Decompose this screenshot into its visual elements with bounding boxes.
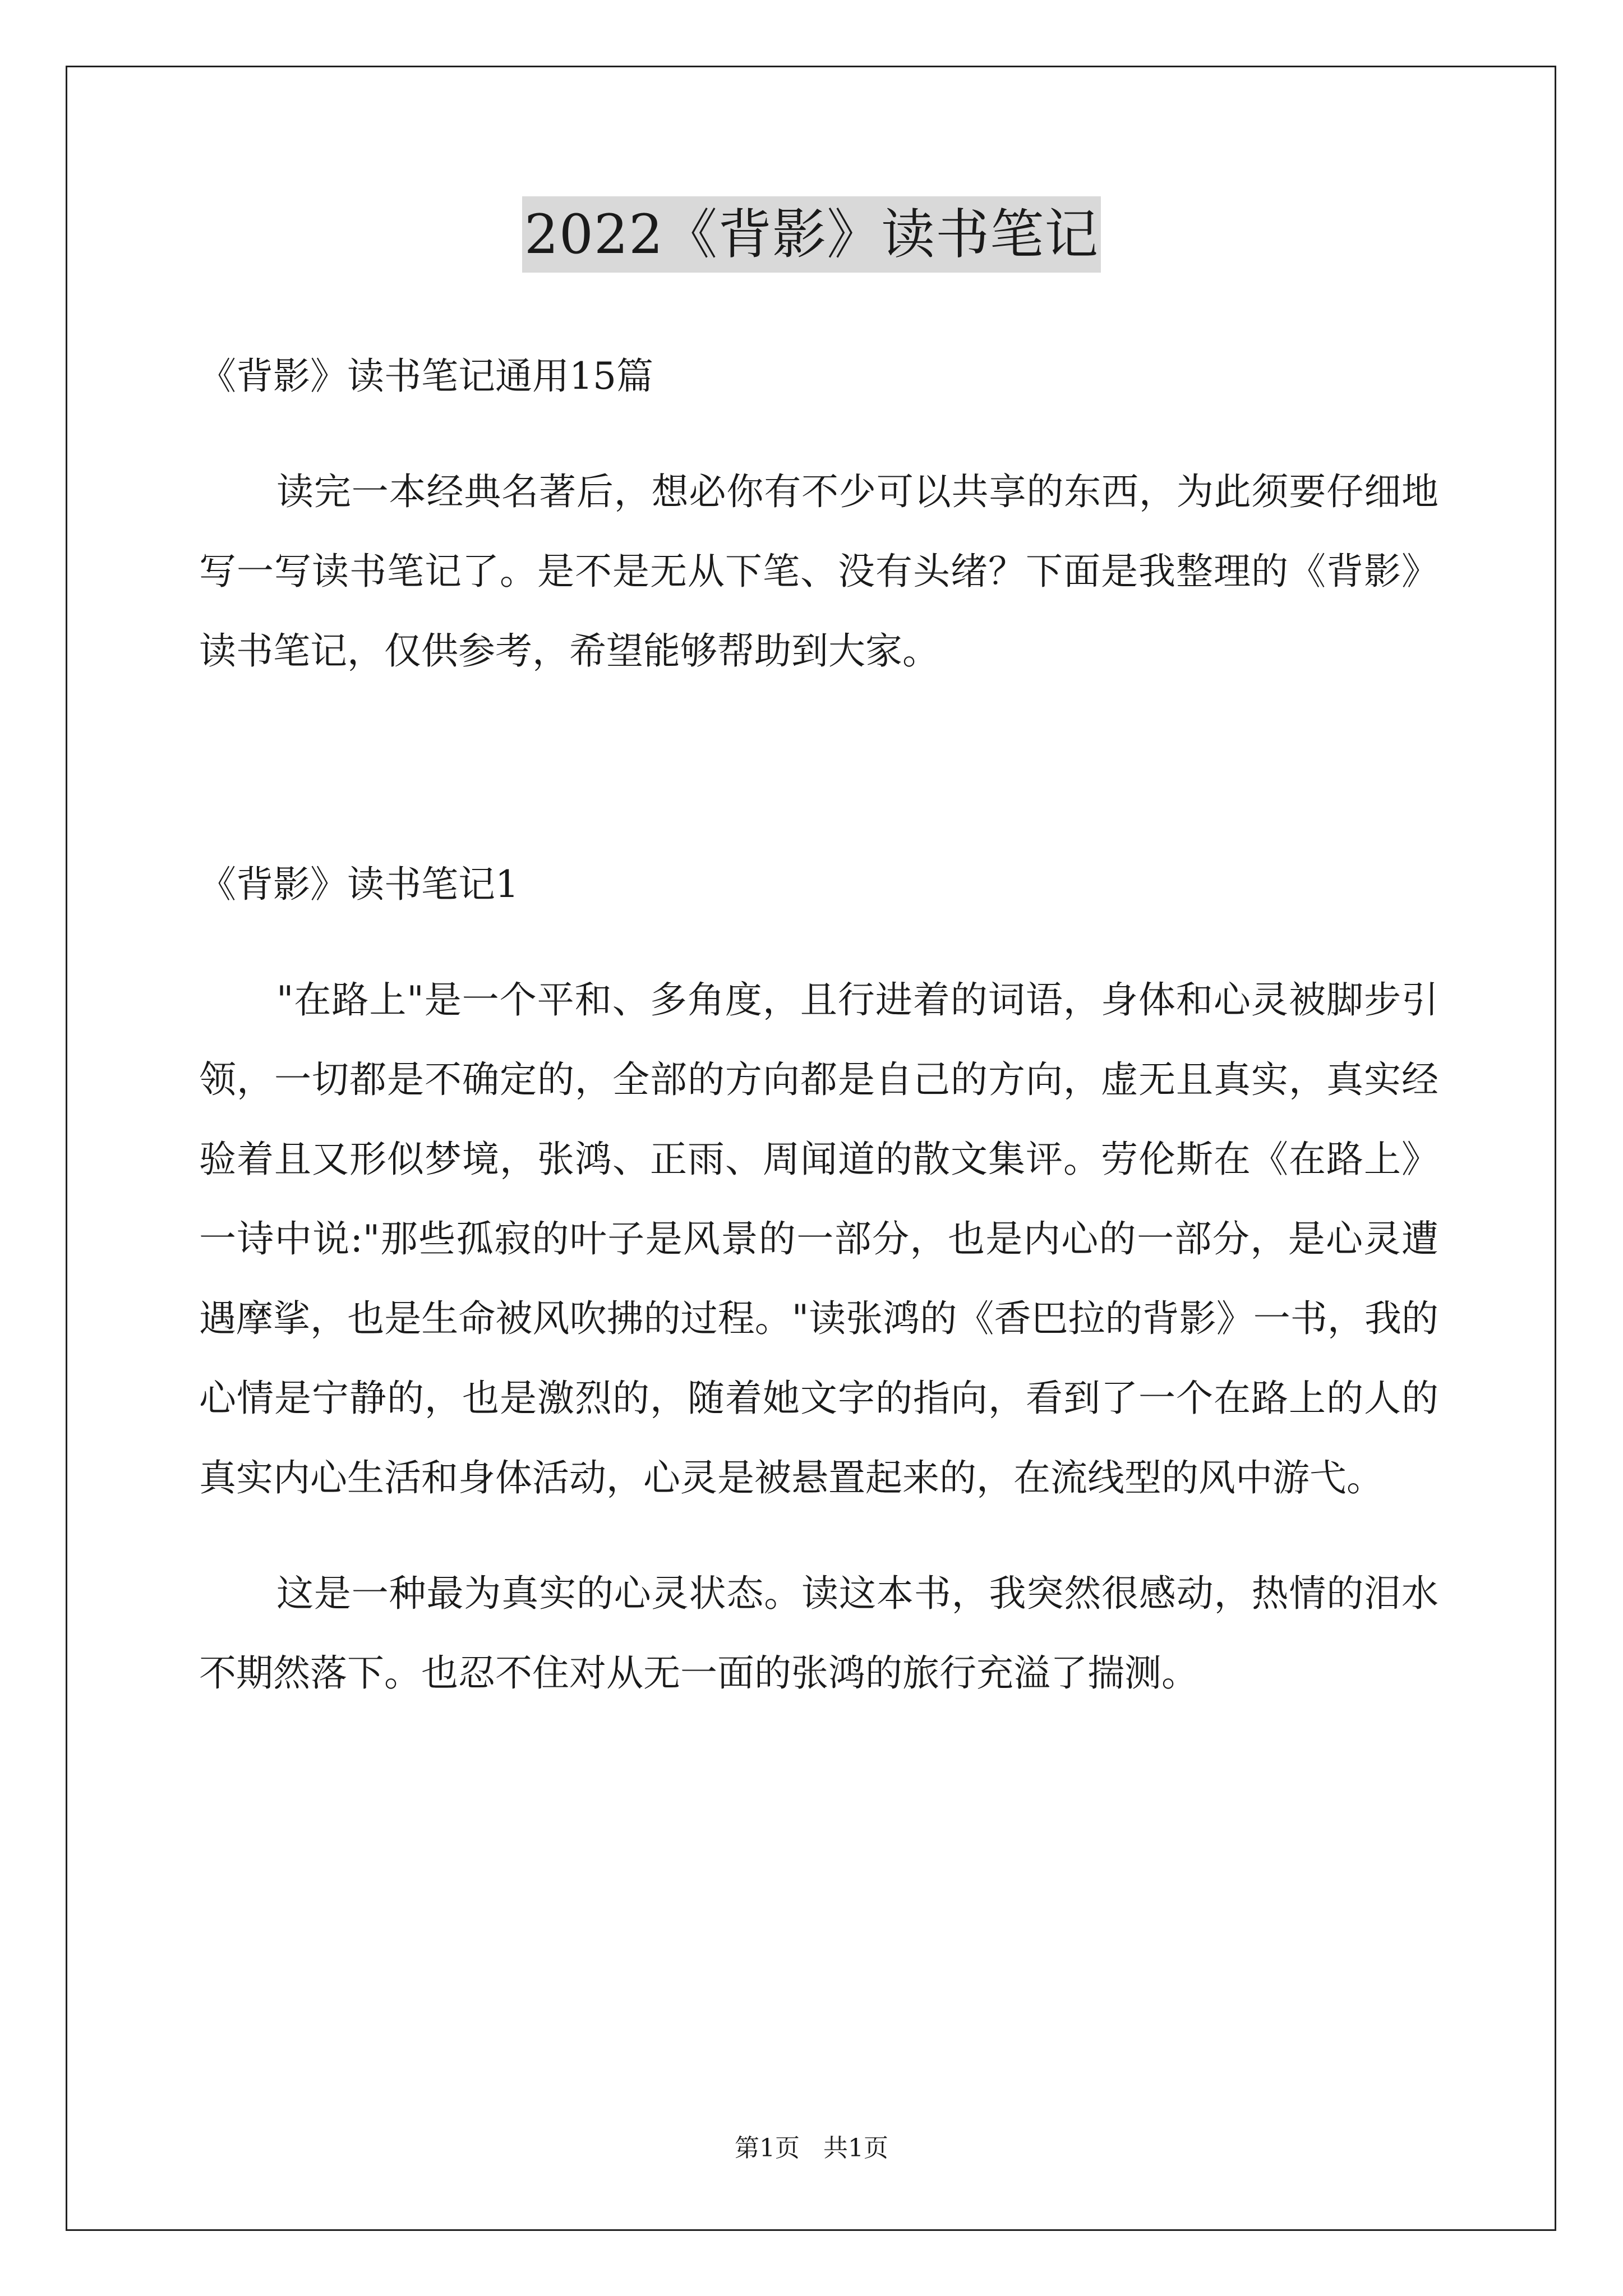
section-heading: 《背影》读书笔记1	[199, 863, 519, 906]
page-footer: 第1页 共1页	[735, 2134, 888, 2162]
body-paragraph-2: 这是一种最为真实的心灵状态。读这本书，我突然很感动，热情的泪水不期然落下。也忍不住对从无一面的张鸿的旅行充溢了揣测。	[199, 1572, 1438, 1695]
document-subtitle: 《背影》读书笔记通用15篇	[199, 355, 653, 398]
title-wrapper	[0, 196, 1623, 273]
document-title: 2022《背影》读书笔记	[522, 196, 1101, 273]
body-paragraph-1: "在路上"是一个平和、多角度，且行进着的词语，身体和心灵被脚步引领，一切都是不确定的，全部的方向都是自己的方向，虚无且真实，真实经验着且又形似梦境，张鸿、正雨、周闻道的散文集评。劳伦斯在《在路上》一诗中说:"那些孤寂的叶子是风景的一部分，也是内心的一部分，是心灵遭遇摩挲，也是生命被风吹拂的过程。"读张鸿的《香巴拉的背影》一书，我的心情是宁静的，也是激烈的，随着她文字的指向，看到了一个在路上的人的真实内心生活和身体活动，心灵是被悬置起来的，在流线型的风中游弋。	[199, 978, 1438, 1499]
intro-paragraph: 读完一本经典名著后，想必你有不少可以共享的东西，为此须要仔细地写一写读书笔记了。是不是无从下笔、没有头绪？下面是我整理的《背影》读书笔记，仅供参考，希望能够帮助到大家。	[199, 470, 1438, 673]
document-body	[199, 337, 1438, 1713]
